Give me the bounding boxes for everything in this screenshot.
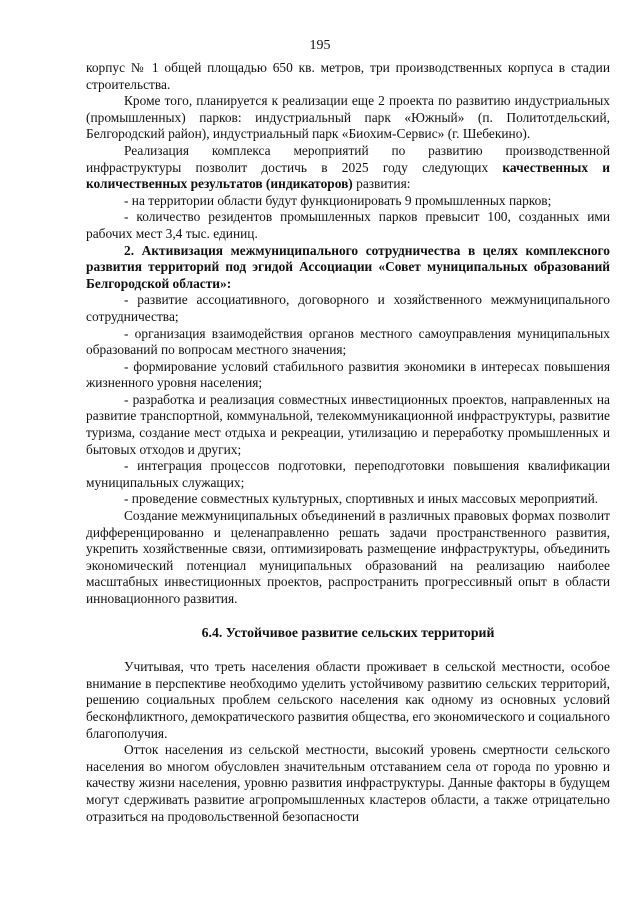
paragraph: Кроме того, планируется к реализации еще 2 проекта по развитию индустриальных (промышленных) парков: индустриальный парк «Южный» (п. Политотдельский, Белгородский район), индустриальный парк «Биохим-Сервис» (г. Шебекино). — [86, 93, 610, 142]
list-item: - на территории области будут функционировать 9 промышленных парков; — [124, 192, 552, 208]
paragraph-text: Реализация комплекса мероприятий по развитию производственной инфраструктуры позволит достичь в 2025 году следующих — [86, 142, 610, 175]
document-body — [86, 60, 610, 825]
list-item: - организация взаимодействия органов местного самоуправления муниципальных образований по вопросам местного значения; — [86, 325, 610, 358]
paragraph: корпус № 1 общей площадью 650 кв. метров, три производственных корпуса в стадии строительства. — [86, 60, 610, 92]
list-item: - развитие ассоциативного, договорного и хозяйственного межмуниципального сотрудничества; — [86, 292, 610, 324]
paragraph: Учитывая, что треть населения области проживает в сельской местности, особое внимание в перспективе необходимо уделить устойчивому развитию сельских территорий, решению социальных проблем сельского населения как одному из основных условий бесконфликтного, демократического развития общества, его экономического и социального благополучия. — [86, 659, 610, 741]
paragraph: Отток населения из сельской местности, высокий уровень смертности сельского населения во многом обусловлен значительным отставанием села от города по уровню и качеству жизни населения, уровню развития инфраструктуры. Данные факторы в будущем могут сдерживать развитие агропромышленных кластеров области, а также отрицательно отразиться на продовольственной безопасности — [86, 742, 610, 824]
bold-phrase: качественных и количественных результатов (индикаторов) — [86, 159, 610, 192]
numbered-heading: 2. Активизация межмуниципального сотрудничества в целях комплексного развития территорий под эгидой Ассоциации «Совет муниципальных образований Белгородской области»: — [86, 242, 610, 291]
list-item: - проведение совместных культурных, спортивных и иных массовых мероприятий. — [124, 491, 599, 507]
list-item: - разработка и реализация совместных инвестиционных проектов, направленных на развитие транспортной, коммунальной, телекоммуникационной инфраструктуры, развитие туризма, создание мест отдыха и рекреации, утилизацию и переработку промышленных и бытовых отходов и других; — [86, 391, 610, 457]
paragraph-text: развития: — [352, 176, 411, 192]
section-heading: 6.4. Устойчивое развитие сельских территорий — [201, 624, 495, 640]
list-item: - количество резидентов промышленных парков превысит 100, созданных ими рабочих мест 3,4 тыс. единиц. — [86, 209, 610, 241]
page-number: 195 — [309, 38, 331, 53]
paragraph: Создание межмуниципальных объединений в различных правовых формах позволит дифференцированно и целенаправленно решать задачи пространственного развития, укрепить хозяйственные связи, оптимизировать размещение инфраструктуры, объединить экономический потенциал муниципальных образований на реализацию наиболее масштабных инвестиционных проектов, распространить прогрессивный опыт в области инновационного развития. — [86, 508, 610, 606]
list-item: - интеграция процессов подготовки, переподготовки повышения квалификации муниципальных служащих; — [86, 458, 610, 490]
list-item: - формирование условий стабильного развития экономики в интересах повышения жизненного уровня населения; — [86, 358, 610, 391]
paragraph — [86, 143, 610, 193]
